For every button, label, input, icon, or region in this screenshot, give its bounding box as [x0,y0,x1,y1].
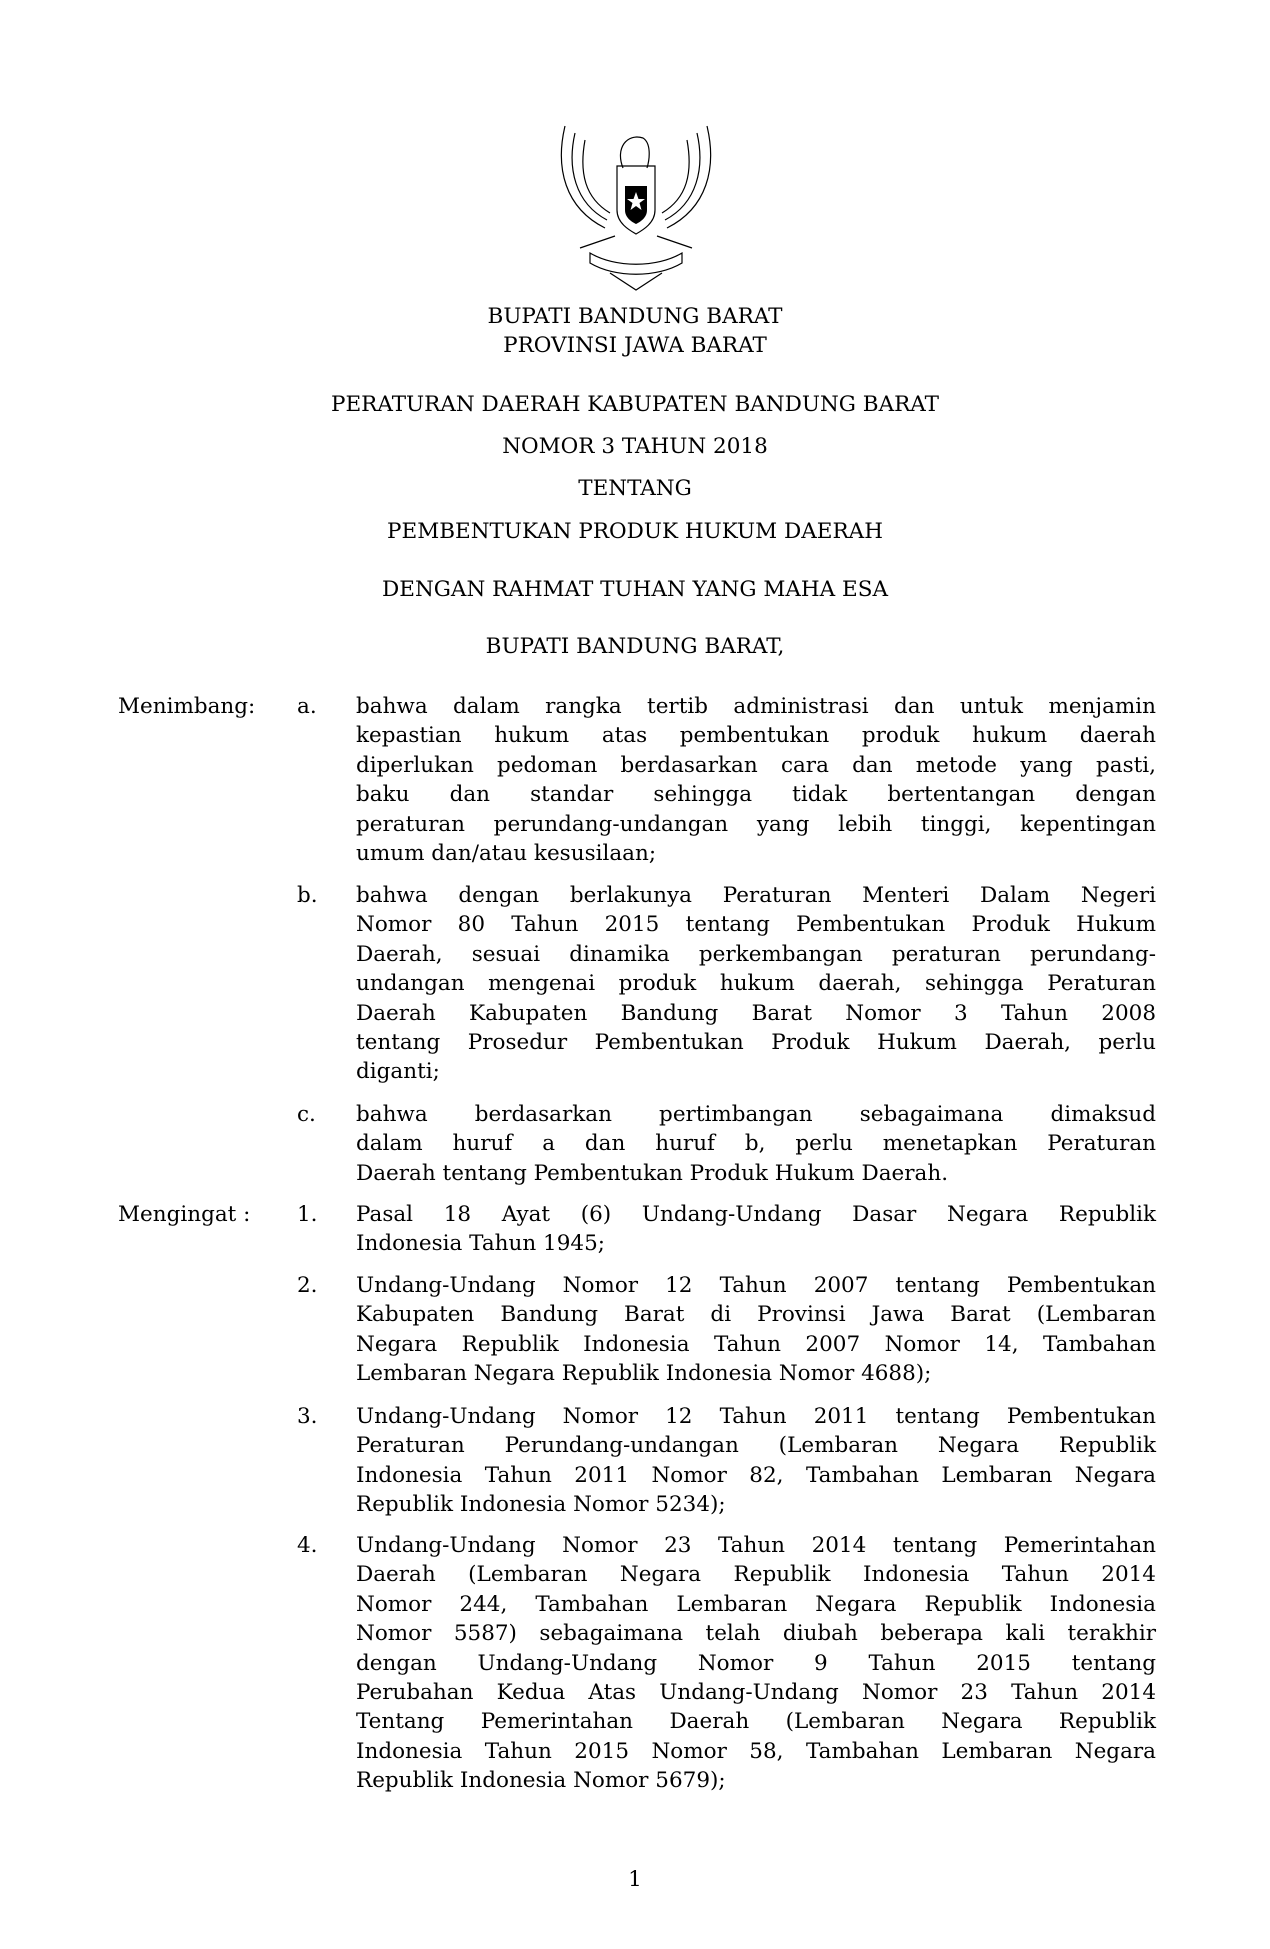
item-marker: 3. [297,1404,318,1429]
text-line: Nomor 244, Tambahan Lembaran Negara Republik Indonesia [356,1591,1156,1617]
item-marker: a. [297,694,317,719]
text-line: Indonesia Tahun 1945; [356,1231,606,1257]
text-line: Lembaran Negara Republik Indonesia Nomor 4688); [356,1361,932,1387]
text-line: tentang Prosedur Pembentukan Produk Hukum Daerah, perlu [356,1030,1156,1056]
issuer-address: BUPATI BANDUNG BARAT, [485,634,785,659]
text-line: Indonesia Tahun 2015 Nomor 58, Tambahan Lembaran Negara [356,1738,1156,1764]
text-line: dengan Undang-Undang Nomor 9 Tahun 2015 tentang [356,1650,1156,1676]
menimbang-item [356,881,1156,1087]
text-line: Nomor 5587) sebagaimana telah diubah beberapa kali terakhir [356,1621,1156,1647]
text-line: Undang-Undang Nomor 12 Tahun 2011 tentang Pembentukan [356,1404,1156,1429]
text-line: baku dan standar sehingga tidak bertentangan dengan [356,782,1156,808]
text-line: Undang-Undang Nomor 12 Tahun 2007 tentang Pembentukan [356,1273,1156,1298]
text-line: Republik Indonesia Nomor 5234); [356,1492,726,1518]
mengingat-item [356,1531,1156,1796]
issuer-title: BUPATI BANDUNG BARAT [487,304,783,329]
province-title: PROVINSI JAWA BARAT [503,333,767,358]
text-line: Negara Republik Indonesia Tahun 2007 Nomor 14, Tambahan [356,1331,1156,1357]
text-line: Pasal 18 Ayat (6) Undang-Undang Dasar Negara Republik [356,1202,1156,1227]
mengingat-item [356,1200,1156,1259]
invocation: DENGAN RAHMAT TUHAN YANG MAHA ESA [382,577,888,602]
text-line: Daerah tentang Pembentukan Produk Hukum Daerah. [356,1160,949,1186]
item-marker: 2. [297,1273,318,1298]
page-number: 1 [628,1867,642,1892]
text-line: Republik Indonesia Nomor 5679); [356,1768,726,1794]
mengingat-item [356,1402,1156,1520]
text-line: Nomor 80 Tahun 2015 tentang Pembentukan Produk Hukum [356,912,1156,938]
item-marker: 1. [297,1202,318,1227]
text-line: Undang-Undang Nomor 23 Tahun 2014 tentang Pemerintahan [356,1533,1156,1558]
text-line: Peraturan Perundang-undangan (Lembaran Negara Republik [356,1433,1156,1459]
text-line: Daerah, sesuai dinamika perkembangan peraturan perundang- [356,941,1156,967]
text-line: umum dan/atau kesusilaan; [356,841,657,867]
menimbang-item [356,1100,1156,1188]
text-line: Tentang Pemerintahan Daerah (Lembaran Negara Republik [356,1709,1156,1735]
item-marker: 4. [297,1533,318,1558]
text-line: diganti; [356,1059,440,1085]
mengingat-label: Mengingat : [118,1202,251,1227]
regulation-subject: PEMBENTUKAN PRODUK HUKUM DAERAH [387,519,883,544]
text-line: bahwa dengan berlakunya Peraturan Menteri Dalam Negeri [356,883,1156,908]
text-line: peraturan perundang-undangan yang lebih tinggi, kepentingan [356,811,1156,837]
text-line: dalam huruf a dan huruf b, perlu menetapkan Peraturan [356,1131,1156,1157]
tentang-heading: TENTANG [578,476,692,501]
text-line: diperlukan pedoman berdasarkan cara dan metode yang pasti, [356,752,1156,778]
garuda-emblem [555,118,717,293]
menimbang-item [356,692,1156,868]
text-line: Daerah (Lembaran Negara Republik Indonesia Tahun 2014 [356,1562,1156,1588]
menimbang-label: Menimbang: [118,694,256,719]
text-line: Daerah Kabupaten Bandung Barat Nomor 3 Tahun 2008 [356,1000,1156,1026]
text-line: kepastian hukum atas pembentukan produk hukum daerah [356,723,1156,749]
text-line: Indonesia Tahun 2011 Nomor 82, Tambahan Lembaran Negara [356,1462,1156,1488]
text-line: Perubahan Kedua Atas Undang-Undang Nomor 23 Tahun 2014 [356,1680,1156,1706]
text-line: bahwa dalam rangka tertib administrasi dan untuk menjamin [356,694,1156,719]
regulation-number: NOMOR 3 TAHUN 2018 [502,434,768,459]
mengingat-item [356,1271,1156,1389]
item-marker: c. [297,1102,316,1127]
regulation-title: PERATURAN DAERAH KABUPATEN BANDUNG BARAT [331,392,939,417]
text-line: bahwa berdasarkan pertimbangan sebagaimana dimaksud [356,1102,1156,1127]
text-line: Kabupaten Bandung Barat di Provinsi Jawa Barat (Lembaran [356,1302,1156,1328]
text-line: undangan mengenai produk hukum daerah, sehingga Peraturan [356,971,1156,997]
item-marker: b. [297,883,318,908]
